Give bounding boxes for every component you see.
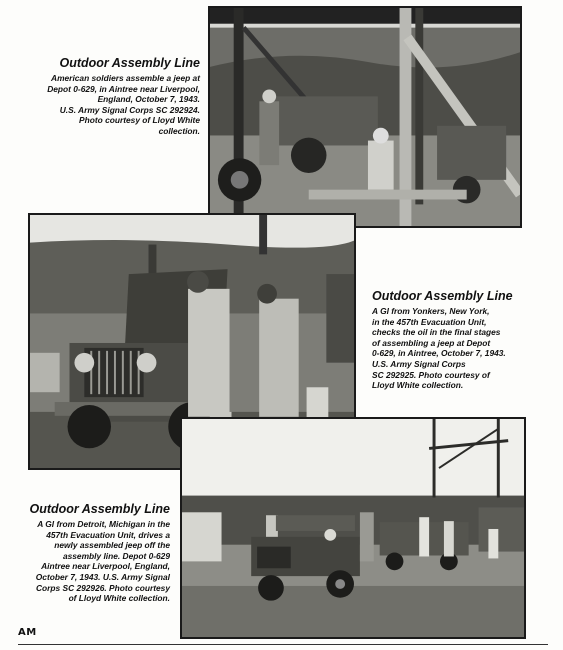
caption-photo-2 <box>372 289 542 391</box>
caption-title: Outdoor Assembly Line <box>59 56 200 70</box>
caption-line: 0-629, in Aintree, October 7, 1943. <box>372 348 506 359</box>
caption-line: of assembling a jeep at Depot <box>372 337 491 348</box>
caption-title: Outdoor Assembly Line <box>29 502 170 516</box>
caption-line: in the 457th Evacuation Unit, <box>372 316 487 327</box>
photo-assembly-gantry <box>208 6 522 228</box>
caption-line: Corps SC 292926. Photo courtesy <box>35 582 170 593</box>
footer-rule <box>18 644 548 645</box>
caption-line: England, October 7, 1943. <box>97 94 200 105</box>
caption-line: Depot 0-629, in Aintree near Liverpool, <box>47 83 200 94</box>
caption-line: Lloyd White collection. <box>372 380 464 391</box>
caption-line: A GI from Detroit, Michigan in the <box>37 519 170 529</box>
caption-photo-3 <box>20 502 170 604</box>
caption-line: Aintree near Liverpool, England, <box>41 561 170 572</box>
caption-line: U.S. Army Signal Corps <box>372 358 466 369</box>
caption-line: of Lloyd White collection. <box>68 593 170 604</box>
caption-line: SC 292925. Photo courtesy of <box>372 369 490 380</box>
page-folio: AM <box>18 627 37 638</box>
caption-line: checks the oil in the final stages <box>372 327 501 338</box>
caption-line: U.S. Army Signal Corps SC 292924. <box>59 104 200 115</box>
caption-line: October 7, 1943. U.S. Army Signal <box>35 571 170 582</box>
caption-title: Outdoor Assembly Line <box>372 289 513 303</box>
caption-line: Photo courtesy of Lloyd White collection. <box>79 115 200 136</box>
caption-line: assembly line. Depot 0-629 <box>62 550 170 561</box>
caption-photo-1 <box>40 56 200 137</box>
caption-line: 457th Evacuation Unit, drives a <box>46 529 170 540</box>
caption-line: A GI from Yonkers, New York, <box>372 306 490 316</box>
caption-line: American soldiers assemble a jeep at <box>51 73 200 83</box>
caption-line: newly assembled jeep off the <box>54 540 170 551</box>
photo-jeep-driven-off-line <box>180 417 526 639</box>
